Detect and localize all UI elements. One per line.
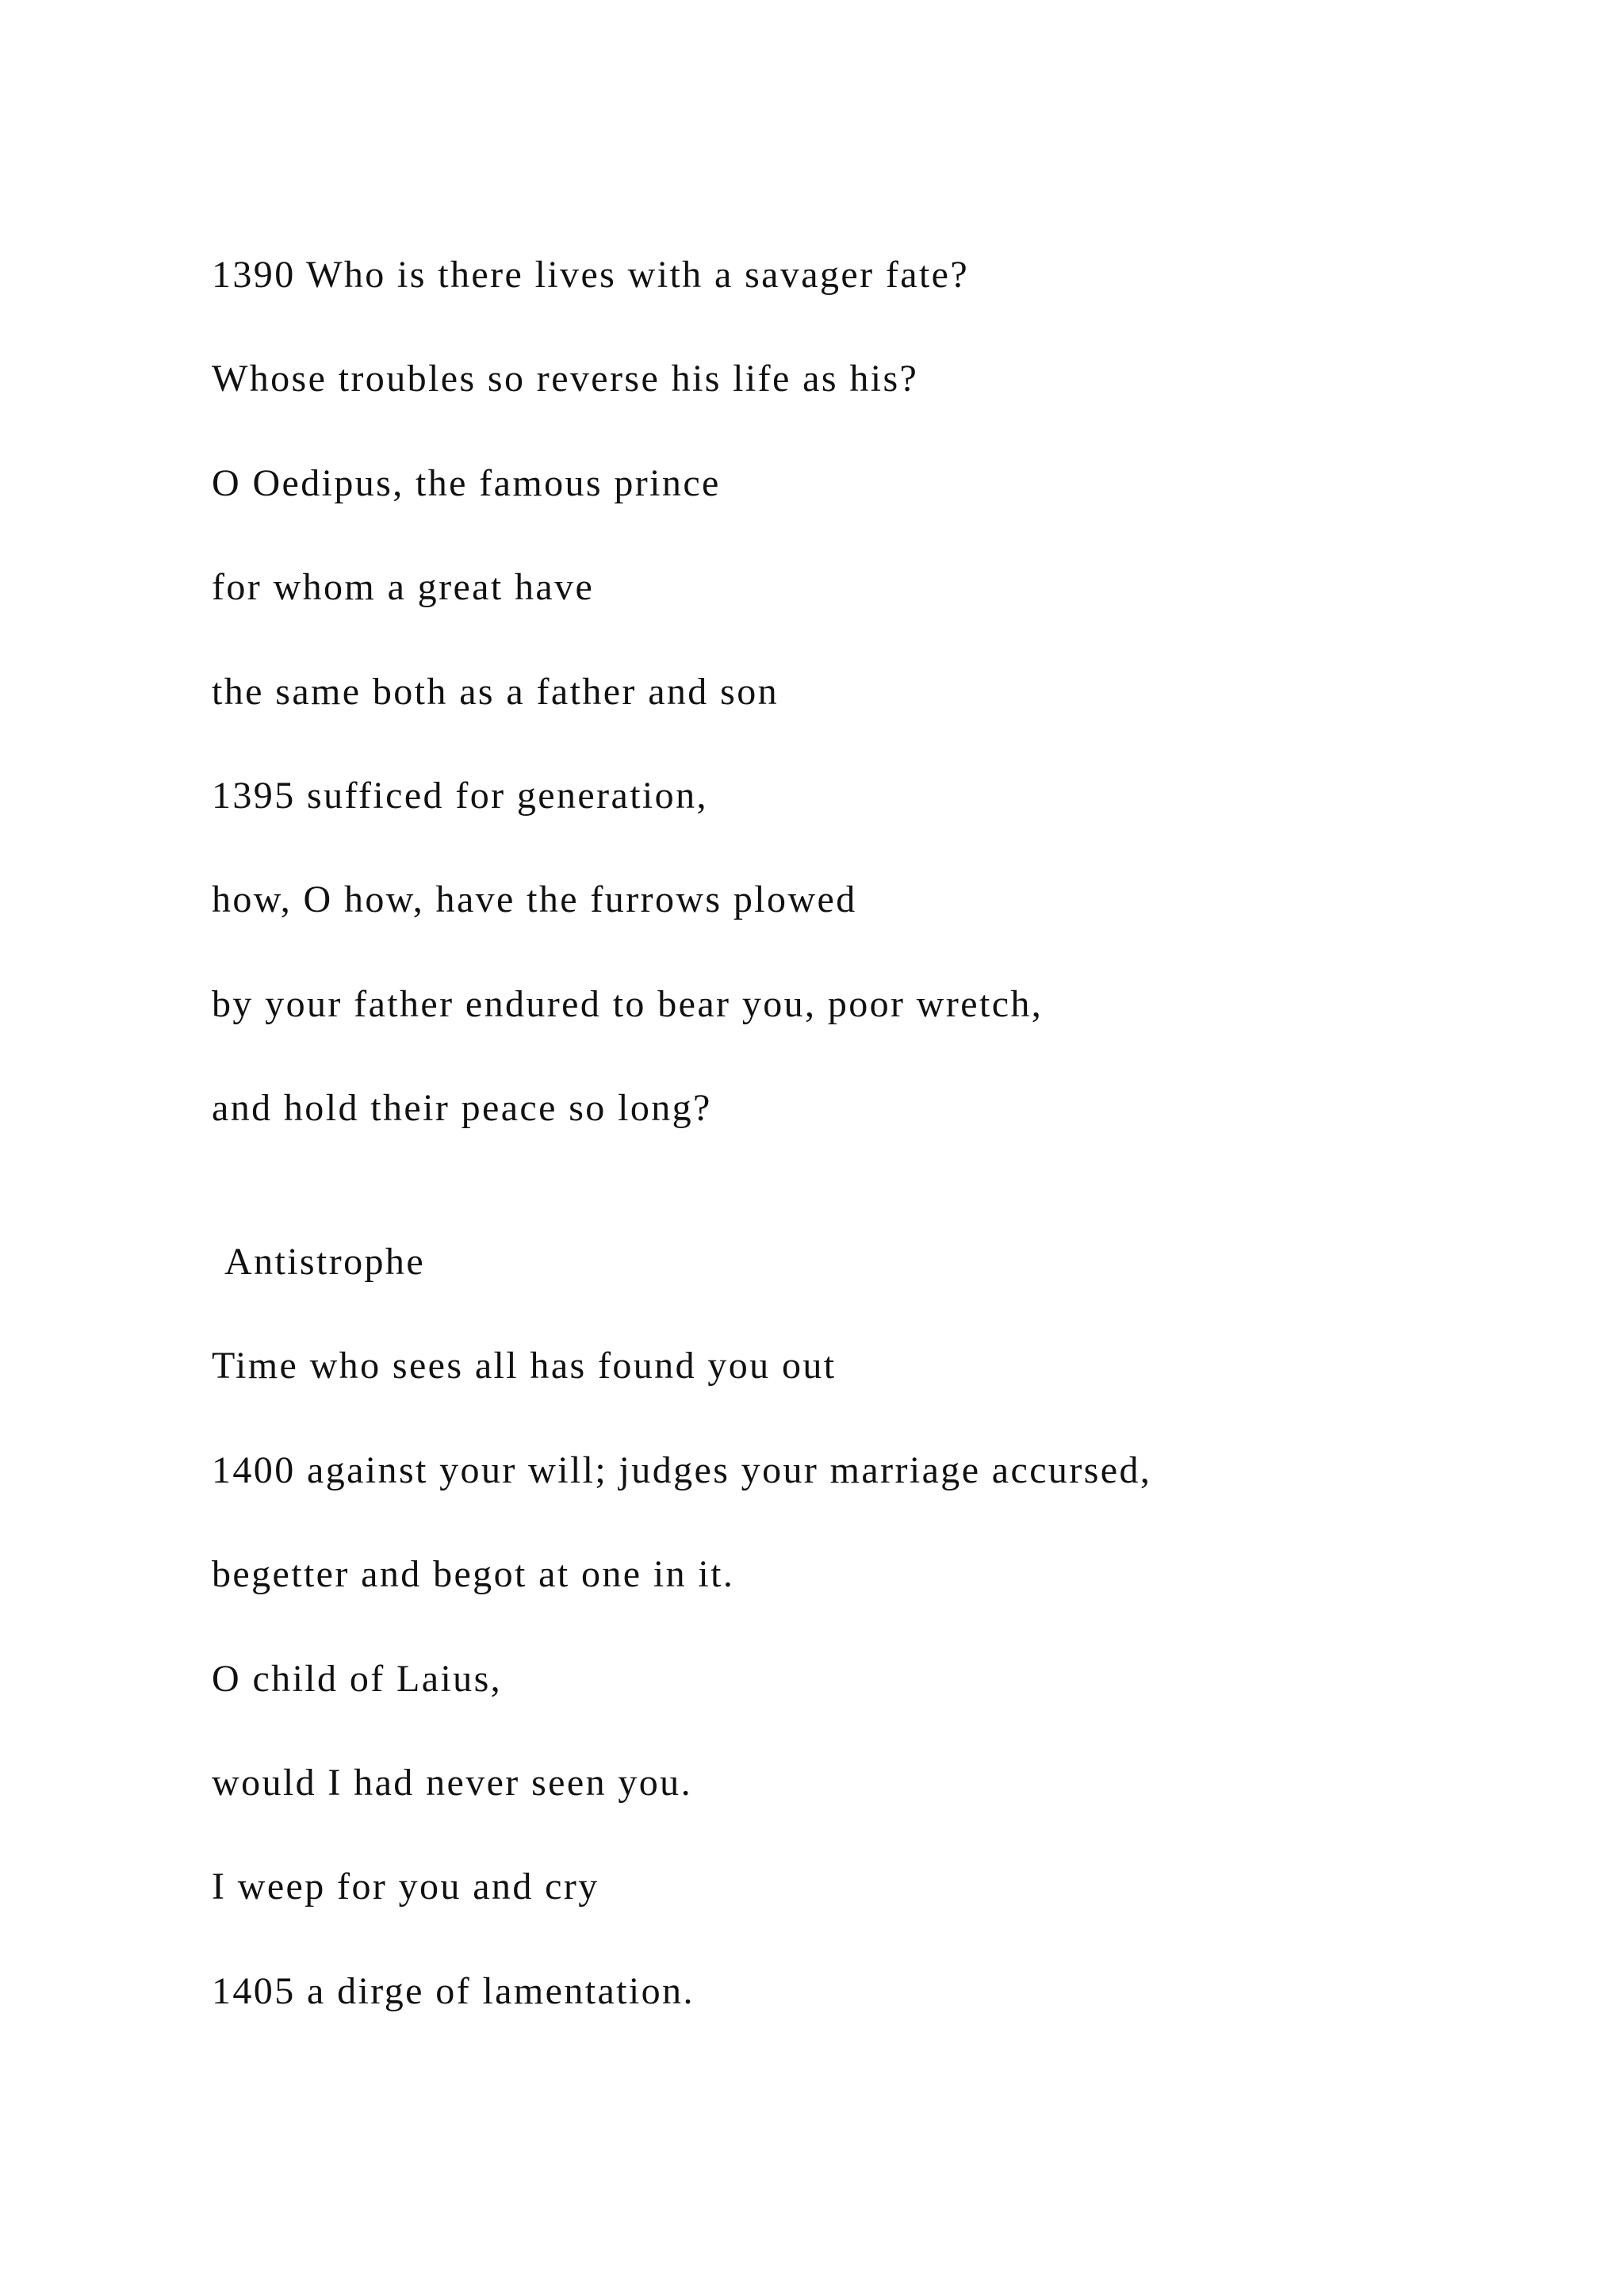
verse-line: 1395 sufficed for generation, [212,774,708,817]
verse-line: and hold their peace so long? [212,1087,712,1130]
verse-line: begetter and begot at one in it. [212,1553,735,1596]
verse-line: 1405 a dirge of lamentation. [212,1969,695,2012]
verse-line: the same both as a father and son [212,670,779,713]
antistrophe-stanza [212,1235,1520,2068]
verse-line: Whose troubles so reverse his life as his? [212,358,919,400]
verse-line: for whom a great have [212,566,595,609]
verse-line: by your father endured to bear you, poor wretch, [212,982,1044,1025]
verse-line: 1390 Who is there lives with a savager fate? [212,254,970,296]
stanza-heading: Antistrophe [224,1241,426,1283]
verse-line: how, O how, have the furrows plowed [212,878,857,921]
verse-line: 1400 against your will; judges your marriage accursed, [212,1448,1152,1491]
verse-line: would I had never seen you. [212,1761,692,1804]
verse-line: O Oedipus, the famous prince [212,461,721,504]
verse-line: I weep for you and cry [212,1866,599,1908]
verse-line: Time who sees all has found you out [212,1345,837,1387]
verse-line: O child of Laius, [212,1657,503,1700]
strophe-stanza [212,248,1520,1186]
